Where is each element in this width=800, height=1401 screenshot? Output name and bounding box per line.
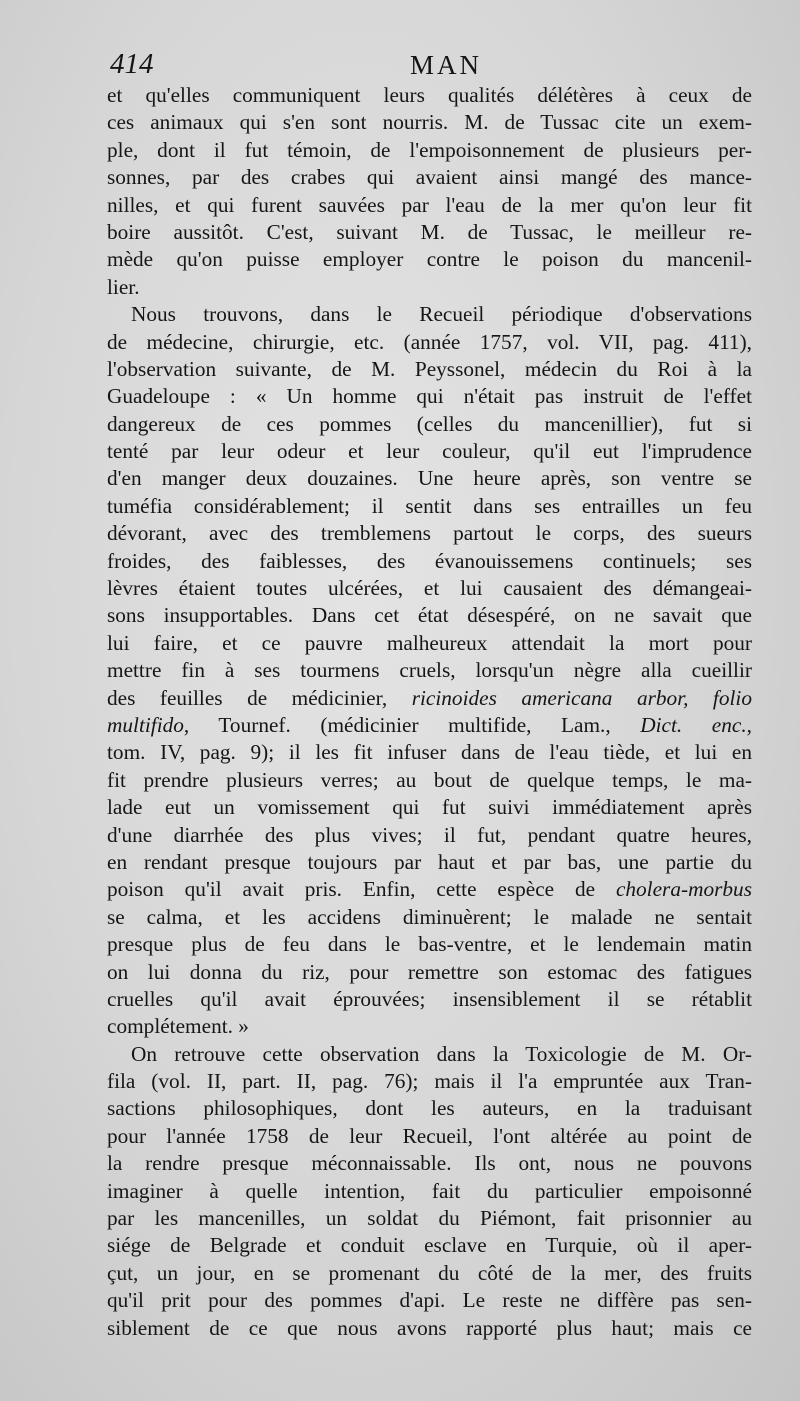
text-line: boire aussitôt. C'est, suivant M. de Tussac, le meilleur re- [107,219,752,244]
text-line: On retrouve cette observation dans la Toxicologie de M. Or- [131,1041,752,1066]
text-line: cruelles qu'il avait éprouvées; insensiblement il se rétablit [107,986,752,1011]
paragraph [107,301,752,1041]
text-line: multifido, Tournef. (médicinier multifide, Lam., Dict. enc., [107,712,752,737]
text-line: sonnes, par des crabes qui avaient ainsi mangé des mance- [107,165,752,190]
text-line: de médecine, chirurgie, etc. (année 1757, vol. VII, pag. 411), [107,329,752,354]
text-line: ple, dont il fut témoin, de l'empoisonnement de plusieurs per- [107,137,752,162]
running-head: MAN [410,50,483,80]
text-line: poison qu'il avait pris. Enfin, cette espèce de cholera-morbus [107,877,752,902]
text-line: tenté par leur odeur et leur couleur, qu'il eut l'imprudence [107,439,752,464]
text-line: siége de Belgrade et conduit esclave en Turquie, où il aper- [107,1233,752,1258]
text-line: lier. [107,274,140,299]
text-line: Nous trouvons, dans le Recueil périodique d'observations [131,302,752,327]
text-line: en rendant presque toujours par haut et par bas, une partie du [107,849,752,874]
text-line: tom. IV, pag. 9); il les fit infuser dans de l'eau tiède, et lui en [107,740,752,765]
text-line: tuméfia considérablement; il sentit dans ses entrailles un feu [107,493,752,518]
text-line: d'une diarrhée des plus vives; il fut, pendant quatre heures, [107,822,752,847]
text-line: lui faire, et ce pauvre malheureux attendait la mort pour [107,630,752,655]
text-line: on lui donna du riz, pour remettre son estomac des fatigues [107,959,752,984]
text-line: dangereux de ces pommes (celles du mancenillier), fut si [107,411,752,436]
text-line: fit prendre plusieurs verres; au bout de quelque temps, le ma- [107,767,752,792]
text-line: par les mancenilles, un soldat du Piémont, fait prisonnier au [107,1206,752,1231]
page-header [110,48,750,82]
text-line: la rendre presque méconnaissable. Ils ont, nous ne pouvons [107,1151,752,1176]
text-line: siblement de ce que nous avons rapporté plus haut; mais ce [107,1315,752,1340]
text-line: presque plus de feu dans le bas-ventre, et le lendemain matin [107,932,752,957]
text-line: ces animaux qui s'en sont nourris. M. de Tussac cite un exem- [107,110,752,135]
text-line: d'en manger deux douzaines. Une heure après, son ventre se [107,466,752,491]
text-line: lade eut un vomissement qui fut suivi immédiatement après [107,795,752,820]
text-line: des feuilles de médicinier, ricinoides americana arbor, folio [107,685,752,710]
italic-term: multifido [107,712,184,737]
text-line: nilles, et qui furent sauvées par l'eau de la mer qu'on leur fit [107,192,752,217]
page-number: 414 [110,48,154,80]
text-line: mettre fin à ses tourmens cruels, lorsqu'un nègre alla cueillir [107,658,752,683]
text-line: imaginer à quelle intention, fait du particulier empoisonné [107,1178,752,1203]
text-line: complétement. » [107,1014,249,1039]
text-line: pour l'année 1758 de leur Recueil, l'ont altérée au point de [107,1123,752,1148]
italic-term: ricinoides americana arbor, folio [411,685,752,710]
paragraph [107,82,752,301]
italic-term: Dict. enc. [640,712,747,737]
text-line: et qu'elles communiquent leurs qualités délétères à ceux de [107,83,752,107]
text-line: çut, un jour, en se promenant du côté de la mer, des fruits [107,1260,752,1285]
text-line: lèvres étaient toutes ulcérées, et lui causaient des démangeai- [107,576,752,601]
text-line: se calma, et les accidens diminuèrent; le malade ne sentait [107,904,752,929]
paragraph [107,1041,752,1342]
body-text [107,82,752,1342]
text-line: qu'il prit pour des pommes d'api. Le reste ne diffère pas sen- [107,1288,752,1313]
text-line: dévorant, avec des tremblemens partout le corps, des sueurs [107,521,752,546]
text-line: Guadeloupe : « Un homme qui n'était pas instruit de l'effet [107,384,752,409]
text-line: l'observation suivante, de M. Peyssonel, médecin du Roi à la [107,356,752,381]
text-line: fila (vol. II, part. II, pag. 76); mais il l'a empruntée aux Tran- [107,1069,752,1094]
italic-term: cholera-morbus [615,877,752,902]
text-line: mède qu'on puisse employer contre le poison du mancenil- [107,247,752,272]
text-line: froides, des faiblesses, des évanouissemens continuels; ses [107,548,752,573]
text-line: sactions philosophiques, dont les auteurs, en la traduisant [107,1096,752,1121]
text-line: sons insupportables. Dans cet état désespéré, on ne savait que [107,603,752,628]
